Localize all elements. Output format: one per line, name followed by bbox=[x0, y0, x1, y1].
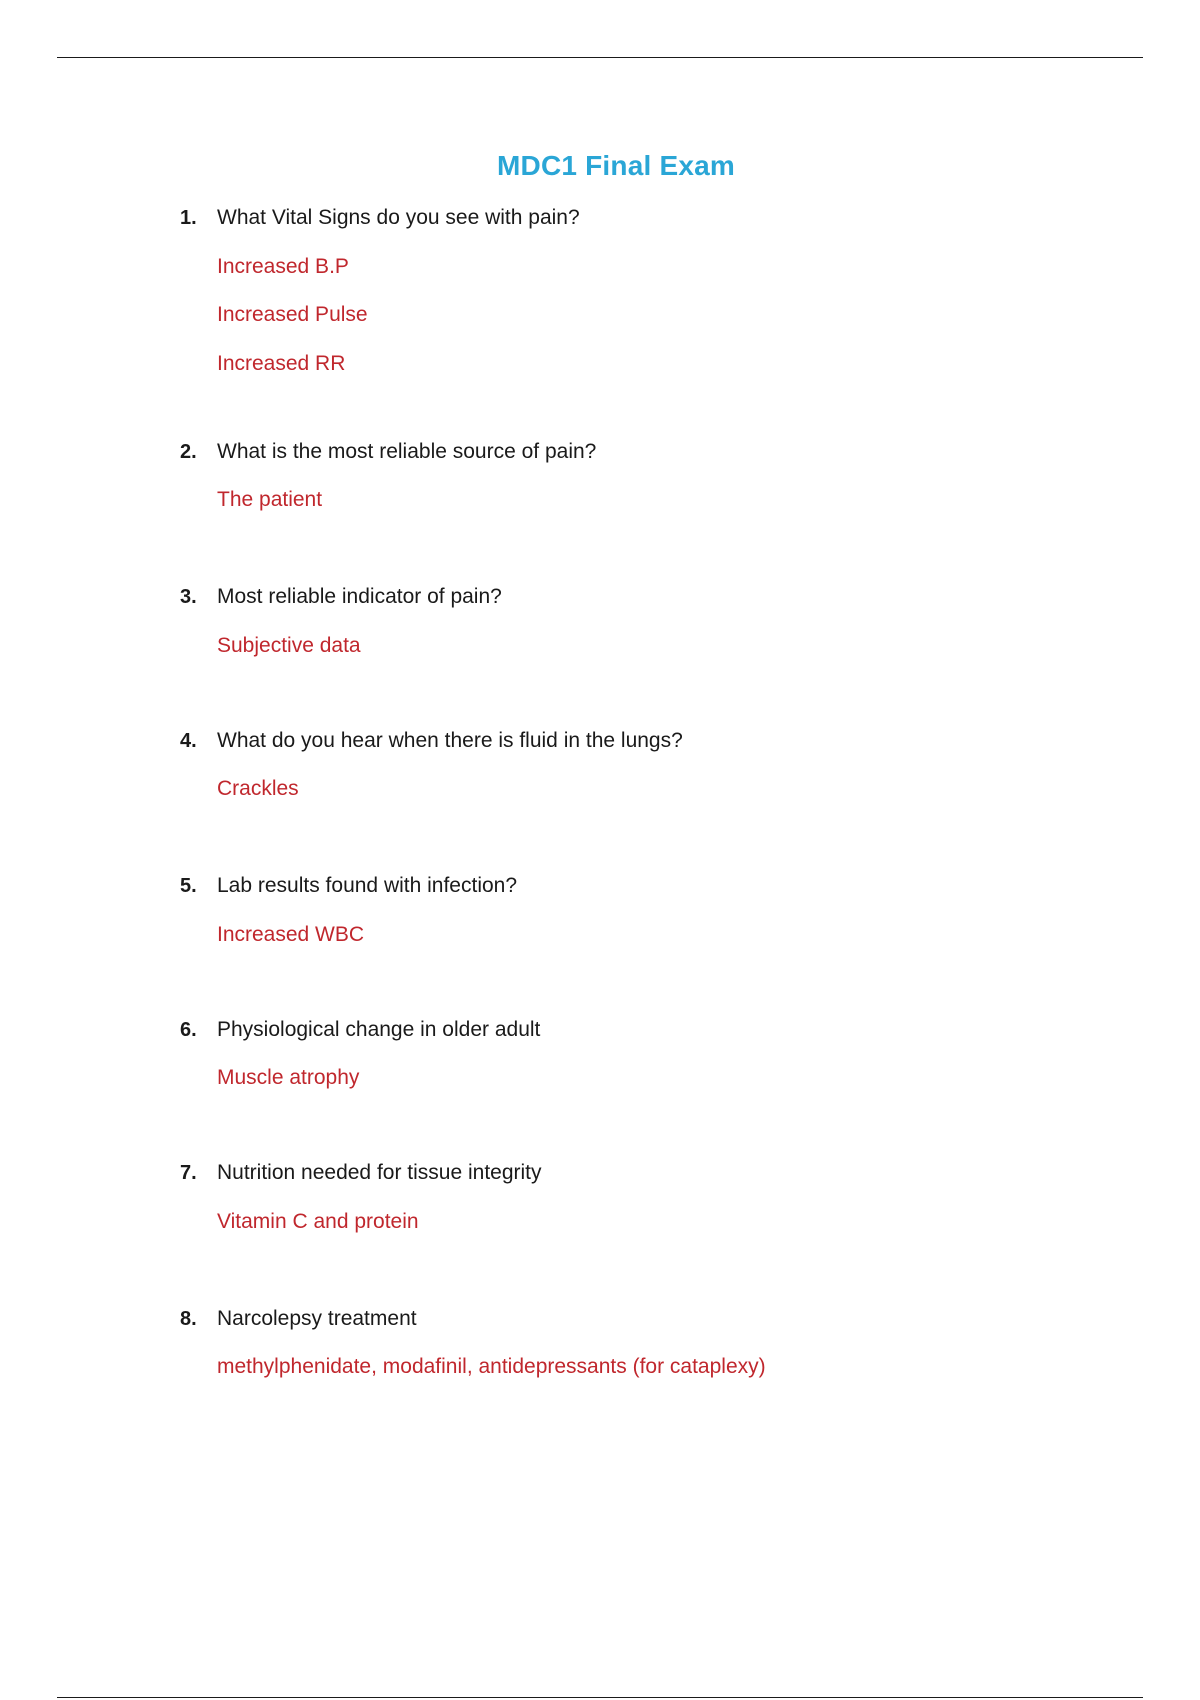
question-number: 4. bbox=[180, 729, 197, 752]
header-rule bbox=[57, 57, 1143, 58]
answer-list bbox=[180, 252, 1140, 379]
question-number: 5. bbox=[180, 875, 197, 897]
question-number: 2. bbox=[180, 440, 197, 463]
answer-text: Increased RR bbox=[217, 351, 346, 375]
footer-rule bbox=[57, 1697, 1143, 1698]
answer-list bbox=[180, 920, 1140, 950]
question-text: What is the most reliable source of pain? bbox=[217, 439, 597, 463]
answer-text: Crackles bbox=[217, 777, 299, 800]
answer-text: The patient bbox=[217, 488, 323, 511]
question-item bbox=[180, 1158, 1140, 1237]
answer-text: methylphenidate, modafinil, antidepressants (for cataplexy) bbox=[217, 1355, 766, 1378]
answer-text: Increased Pulse bbox=[217, 303, 368, 326]
question-number: 1. bbox=[180, 207, 197, 229]
answer-list bbox=[180, 774, 1140, 804]
answer-text: Increased WBC bbox=[217, 922, 365, 946]
question-item bbox=[180, 871, 1140, 950]
answer-text: Subjective data bbox=[217, 633, 361, 657]
question-text: Narcolepsy treatment bbox=[217, 1306, 417, 1330]
question-item bbox=[180, 437, 1140, 516]
question-item bbox=[180, 1304, 1140, 1383]
answer-text: Muscle atrophy bbox=[217, 1066, 360, 1089]
answer-list bbox=[180, 1063, 1140, 1093]
question-item bbox=[180, 203, 1140, 379]
question-number: 3. bbox=[180, 586, 197, 608]
answer-list bbox=[180, 1207, 1140, 1237]
question-number: 7. bbox=[180, 1162, 197, 1184]
question-item bbox=[180, 726, 1140, 805]
question-number: 8. bbox=[180, 1307, 197, 1330]
answer-list bbox=[180, 485, 1140, 515]
question-number: 6. bbox=[180, 1018, 197, 1041]
answer-text: Vitamin C and protein bbox=[217, 1209, 419, 1233]
question-item bbox=[180, 582, 1140, 661]
question-text: Physiological change in older adult bbox=[217, 1017, 541, 1041]
question-text: What Vital Signs do you see with pain? bbox=[217, 206, 580, 229]
question-text: Lab results found with infection? bbox=[217, 874, 518, 897]
question-list bbox=[180, 203, 1140, 1382]
question-text: What do you hear when there is fluid in the lungs? bbox=[217, 728, 683, 752]
answer-text: Increased B.P bbox=[217, 254, 349, 278]
question-item bbox=[180, 1015, 1140, 1094]
answer-list bbox=[180, 631, 1140, 661]
question-text: Nutrition needed for tissue integrity bbox=[217, 1161, 542, 1184]
answer-list bbox=[180, 1352, 1140, 1382]
page-title: MDC1 Final Exam bbox=[497, 150, 735, 181]
question-text: Most reliable indicator of pain? bbox=[217, 585, 502, 608]
